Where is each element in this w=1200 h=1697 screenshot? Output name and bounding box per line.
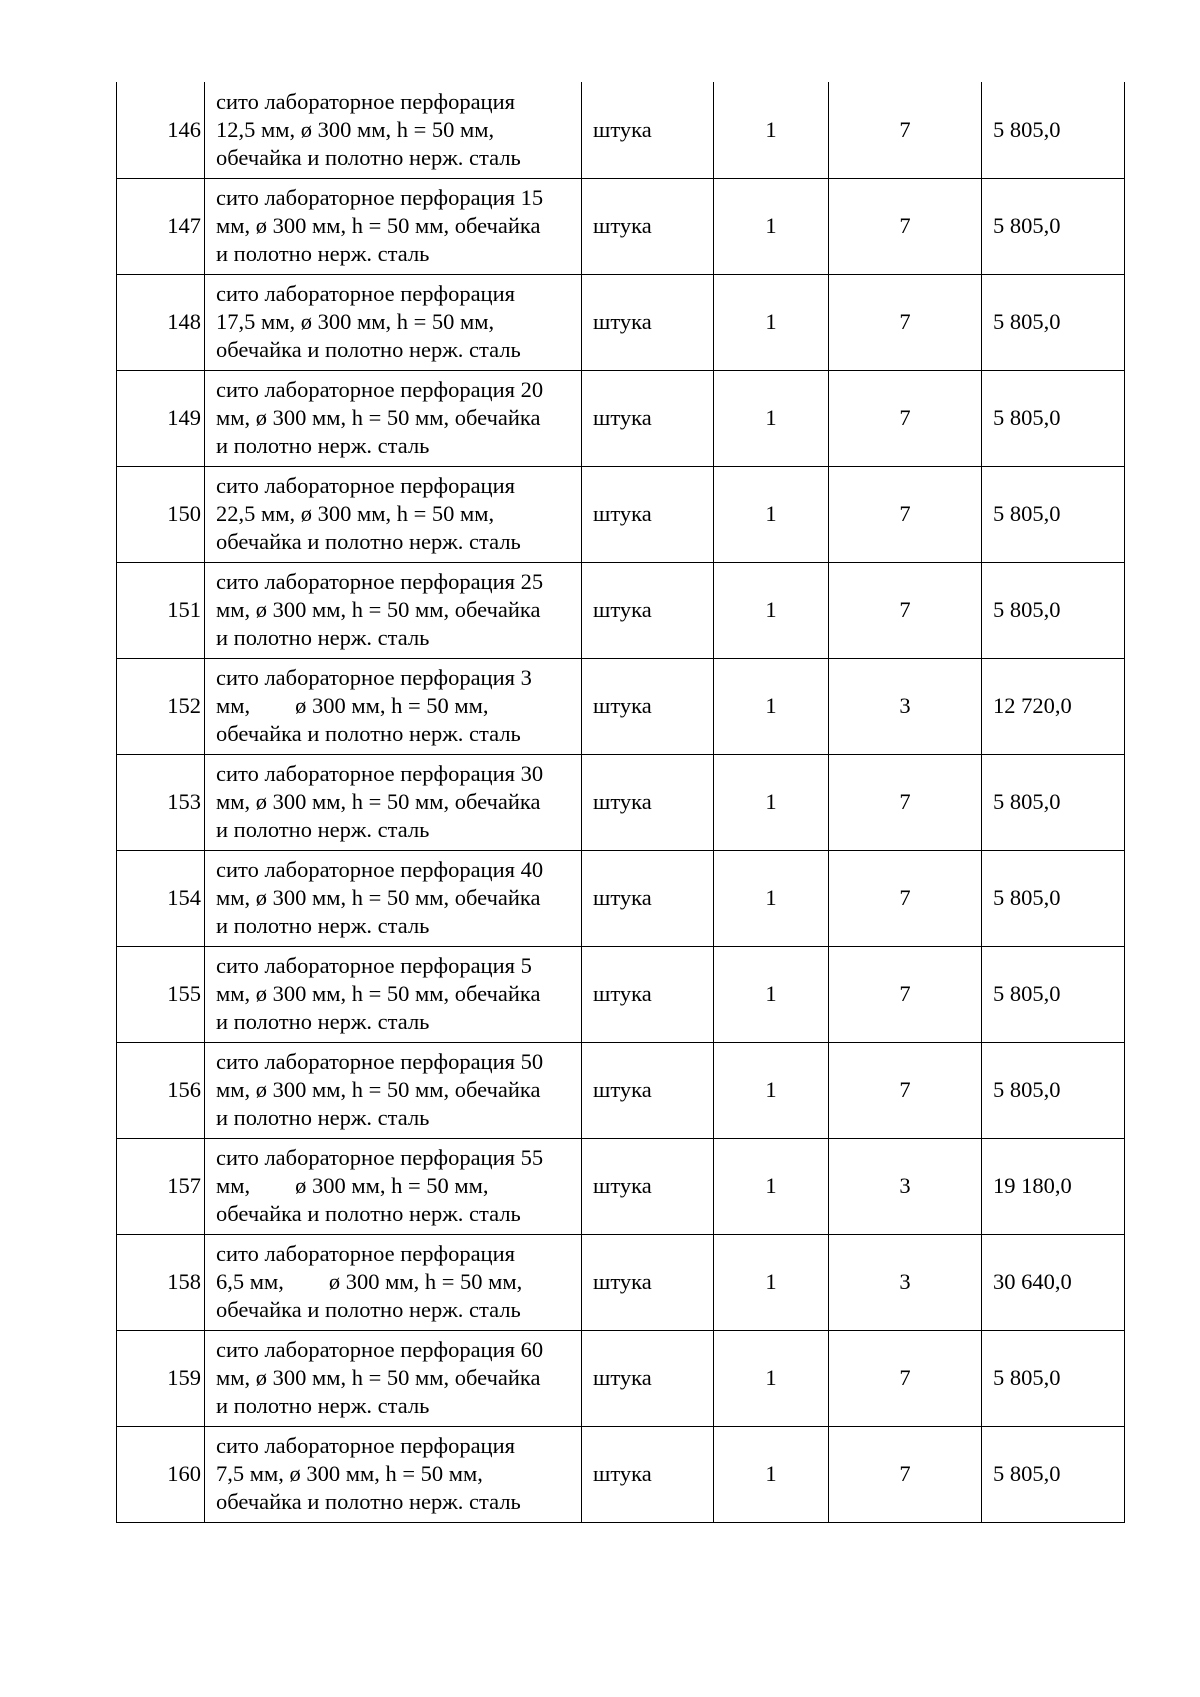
unit-cell: штука [582, 1426, 714, 1522]
row-number-cell: 154 [117, 850, 205, 946]
item-name-line: обечайка и полотно нерж. сталь [216, 721, 521, 746]
item-name-line: 17,5 мм, ø 300 мм, h = 50 мм, [216, 309, 495, 334]
item-name-line: сито лабораторное перфорация 55 [216, 1145, 544, 1170]
item-name-cell [205, 370, 582, 466]
item-name-line: сито лабораторное перфорация 3 [216, 665, 532, 690]
price-cell: 5 805,0 [982, 274, 1125, 370]
item-name-line: сито лабораторное перфорация 25 [216, 569, 544, 594]
unit-cell: штука [582, 1138, 714, 1234]
quantity-cell: 1 [714, 1330, 829, 1426]
item-name-line: и полотно нерж. сталь [216, 433, 430, 458]
quantity-cell: 1 [714, 946, 829, 1042]
unit-cell: штука [582, 1234, 714, 1330]
table-row [117, 850, 1125, 946]
term-cell: 7 [829, 466, 982, 562]
item-name-line: сито лабораторное перфорация 30 [216, 761, 544, 786]
row-number-cell: 147 [117, 178, 205, 274]
quantity-cell: 1 [714, 850, 829, 946]
item-name-line: сито лабораторное перфорация 40 [216, 857, 544, 882]
item-name-cell [205, 1234, 582, 1330]
item-name-line: мм, ø 300 мм, h = 50 мм, обечайка [216, 597, 541, 622]
unit-cell: штука [582, 754, 714, 850]
price-cell: 5 805,0 [982, 562, 1125, 658]
term-cell: 7 [829, 178, 982, 274]
term-cell: 7 [829, 1330, 982, 1426]
term-cell: 7 [829, 754, 982, 850]
row-number-cell: 155 [117, 946, 205, 1042]
item-name-line: обечайка и полотно нерж. сталь [216, 1489, 521, 1514]
item-name-line: и полотно нерж. сталь [216, 1009, 430, 1034]
item-name-line: обечайка и полотно нерж. сталь [216, 529, 521, 554]
table-row [117, 946, 1125, 1042]
unit-cell: штука [582, 850, 714, 946]
table-row [117, 274, 1125, 370]
term-cell: 3 [829, 658, 982, 754]
quantity-cell: 1 [714, 1138, 829, 1234]
item-name-cell [205, 850, 582, 946]
quantity-cell: 1 [714, 274, 829, 370]
item-name-cell [205, 754, 582, 850]
row-number-cell: 148 [117, 274, 205, 370]
item-name-line: сито лабораторное перфорация 5 [216, 953, 532, 978]
row-number-cell: 146 [117, 82, 205, 178]
table-row [117, 1330, 1125, 1426]
item-name-line: сито лабораторное перфорация 15 [216, 185, 544, 210]
term-cell: 7 [829, 1426, 982, 1522]
unit-cell: штука [582, 466, 714, 562]
price-cell: 19 180,0 [982, 1138, 1125, 1234]
price-cell: 12 720,0 [982, 658, 1125, 754]
item-name-line: 22,5 мм, ø 300 мм, h = 50 мм, [216, 501, 495, 526]
table-row [117, 82, 1125, 178]
price-cell: 5 805,0 [982, 370, 1125, 466]
item-name-cell [205, 274, 582, 370]
price-cell: 5 805,0 [982, 178, 1125, 274]
row-number-cell: 156 [117, 1042, 205, 1138]
item-name-cell [205, 1330, 582, 1426]
item-name-line: мм, ø 300 мм, h = 50 мм, [216, 693, 489, 718]
item-name-cell [205, 1138, 582, 1234]
price-cell: 5 805,0 [982, 82, 1125, 178]
price-cell: 5 805,0 [982, 466, 1125, 562]
table-row [117, 370, 1125, 466]
price-cell: 5 805,0 [982, 1426, 1125, 1522]
unit-cell: штука [582, 274, 714, 370]
item-name-line: и полотно нерж. сталь [216, 913, 430, 938]
row-number-cell: 152 [117, 658, 205, 754]
item-name-line: и полотно нерж. сталь [216, 817, 430, 842]
item-name-line: обечайка и полотно нерж. сталь [216, 144, 521, 170]
quantity-cell: 1 [714, 658, 829, 754]
row-number-cell: 151 [117, 562, 205, 658]
table-row [117, 1426, 1125, 1522]
item-name-line: 12,5 мм, ø 300 мм, h = 50 мм, [216, 116, 495, 142]
quantity-cell: 1 [714, 178, 829, 274]
item-name-line: мм, ø 300 мм, h = 50 мм, обечайка [216, 885, 541, 910]
term-cell: 7 [829, 274, 982, 370]
item-name-line: и полотно нерж. сталь [216, 1105, 430, 1130]
item-name-cell [205, 562, 582, 658]
quantity-cell: 1 [714, 82, 829, 178]
term-cell: 3 [829, 1234, 982, 1330]
term-cell: 7 [829, 82, 982, 178]
item-name-line: мм, ø 300 мм, h = 50 мм, обечайка [216, 405, 541, 430]
quantity-cell: 1 [714, 466, 829, 562]
term-cell: 7 [829, 946, 982, 1042]
item-name-line: сито лабораторное перфорация [216, 473, 515, 498]
row-number-cell: 158 [117, 1234, 205, 1330]
unit-cell: штука [582, 178, 714, 274]
price-cell: 5 805,0 [982, 850, 1125, 946]
quantity-cell: 1 [714, 1042, 829, 1138]
item-name-line: обечайка и полотно нерж. сталь [216, 337, 521, 362]
item-name-cell [205, 1426, 582, 1522]
term-cell: 7 [829, 1042, 982, 1138]
unit-cell: штука [582, 1330, 714, 1426]
term-cell: 3 [829, 1138, 982, 1234]
item-name-line: мм, ø 300 мм, h = 50 мм, обечайка [216, 789, 541, 814]
item-name-line: и полотно нерж. сталь [216, 625, 430, 650]
quantity-cell: 1 [714, 754, 829, 850]
item-name-line: мм, ø 300 мм, h = 50 мм, [216, 1173, 489, 1198]
item-name-line: обечайка и полотно нерж. сталь [216, 1297, 521, 1322]
table-row [117, 1042, 1125, 1138]
item-name-line: 7,5 мм, ø 300 мм, h = 50 мм, [216, 1461, 483, 1486]
item-name-line: мм, ø 300 мм, h = 50 мм, обечайка [216, 981, 541, 1006]
items-table [116, 82, 1125, 1523]
quantity-cell: 1 [714, 370, 829, 466]
table-row [117, 754, 1125, 850]
row-number-cell: 160 [117, 1426, 205, 1522]
row-number-cell: 149 [117, 370, 205, 466]
item-name-line: сито лабораторное перфорация 20 [216, 377, 544, 402]
item-name-line: и полотно нерж. сталь [216, 1393, 430, 1418]
term-cell: 7 [829, 850, 982, 946]
quantity-cell: 1 [714, 562, 829, 658]
term-cell: 7 [829, 562, 982, 658]
row-number-cell: 159 [117, 1330, 205, 1426]
unit-cell: штука [582, 562, 714, 658]
quantity-cell: 1 [714, 1234, 829, 1330]
price-cell: 5 805,0 [982, 1330, 1125, 1426]
item-name-line: сито лабораторное перфорация 50 [216, 1049, 544, 1074]
unit-cell: штука [582, 1042, 714, 1138]
unit-cell: штука [582, 946, 714, 1042]
item-name-cell [205, 1042, 582, 1138]
item-name-line: сито лабораторное перфорация [216, 88, 515, 114]
item-name-cell [205, 178, 582, 274]
price-cell: 5 805,0 [982, 1042, 1125, 1138]
item-name-cell [205, 946, 582, 1042]
item-name-line: мм, ø 300 мм, h = 50 мм, обечайка [216, 1365, 541, 1390]
price-cell: 5 805,0 [982, 946, 1125, 1042]
unit-cell: штука [582, 658, 714, 754]
table-row [117, 658, 1125, 754]
item-name-cell [205, 466, 582, 562]
price-cell: 30 640,0 [982, 1234, 1125, 1330]
row-number-cell: 150 [117, 466, 205, 562]
table-row [117, 562, 1125, 658]
item-name-line: мм, ø 300 мм, h = 50 мм, обечайка [216, 213, 541, 238]
item-name-line: и полотно нерж. сталь [216, 241, 430, 266]
table-row [117, 1234, 1125, 1330]
table-row [117, 466, 1125, 562]
unit-cell: штука [582, 82, 714, 178]
item-name-line: сито лабораторное перфорация [216, 1241, 515, 1266]
item-name-cell [205, 658, 582, 754]
item-name-line: сито лабораторное перфорация [216, 1433, 515, 1458]
item-name-line: сито лабораторное перфорация 60 [216, 1337, 544, 1362]
price-cell: 5 805,0 [982, 754, 1125, 850]
item-name-line: сито лабораторное перфорация [216, 281, 515, 306]
row-number-cell: 157 [117, 1138, 205, 1234]
table-row [117, 178, 1125, 274]
table-row [117, 1138, 1125, 1234]
term-cell: 7 [829, 370, 982, 466]
item-name-line: обечайка и полотно нерж. сталь [216, 1201, 521, 1226]
item-name-line: 6,5 мм, ø 300 мм, h = 50 мм, [216, 1269, 523, 1294]
items-table-body [117, 82, 1125, 1522]
unit-cell: штука [582, 370, 714, 466]
quantity-cell: 1 [714, 1426, 829, 1522]
item-name-line: мм, ø 300 мм, h = 50 мм, обечайка [216, 1077, 541, 1102]
row-number-cell: 153 [117, 754, 205, 850]
item-name-cell [205, 82, 582, 178]
